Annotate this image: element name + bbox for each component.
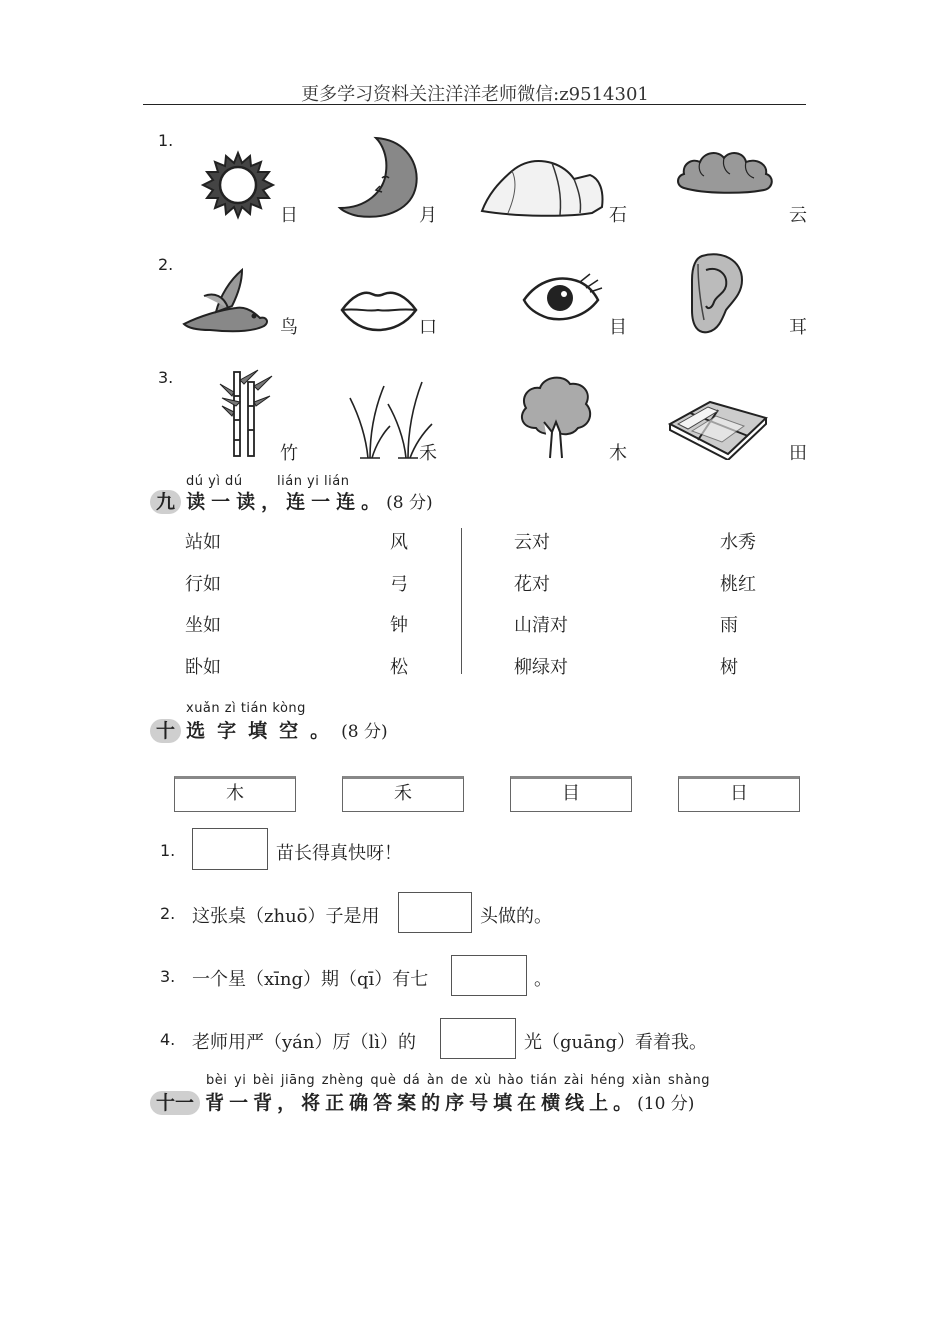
section-title: 选字填空。 (186, 720, 342, 742)
answer-box[interactable] (192, 828, 268, 870)
section-number-badge: 十 (150, 719, 181, 743)
picture-label: 云 (789, 205, 807, 226)
choice-tag: 目 (510, 776, 632, 812)
row-number: 1. (158, 131, 174, 150)
eye-icon (520, 270, 606, 324)
match-word: 行如 (185, 574, 221, 595)
mouth-icon (338, 286, 420, 332)
section-number-badge: 十一 (150, 1091, 200, 1115)
choice-tag: 木 (174, 776, 296, 812)
section9-pinyin-a: dú yì dú (186, 474, 243, 489)
match-word: 桃红 (720, 574, 756, 595)
picture-label: 日 (280, 205, 298, 226)
column-divider (461, 528, 462, 674)
match-word: 花对 (514, 574, 550, 595)
match-word: 弓 (390, 574, 408, 595)
field-icon (666, 398, 770, 460)
section-number-badge: 九 (150, 490, 181, 514)
answer-box[interactable] (451, 955, 527, 996)
picture-label: 鸟 (280, 317, 298, 338)
match-word: 卧如 (185, 657, 221, 678)
choice-tag: 日 (678, 776, 800, 812)
section11-heading (150, 1088, 694, 1115)
section9-pinyin-b: lián yi lián (277, 474, 350, 489)
section-score: (8 分) (341, 722, 388, 742)
section-score: (10 分) (637, 1094, 695, 1114)
question-text: 一个星（xīng）期（qī）有七 (192, 969, 429, 990)
choice-tag: 禾 (342, 776, 464, 812)
match-word: 水秀 (720, 532, 756, 553)
section9-heading (150, 487, 433, 514)
picture-label: 目 (609, 317, 627, 338)
page-header: 更多学习资料关注洋洋老师微信:z9514301 (301, 84, 649, 105)
match-word: 雨 (720, 615, 738, 636)
sun-icon (198, 148, 280, 222)
section11-pinyin: bèi yi bèi jiāng zhèng què dá àn de xù hào tián zài héng xiàn shàng (206, 1073, 711, 1088)
header-divider (143, 104, 806, 105)
picture-label: 口 (419, 317, 437, 338)
match-word: 站如 (185, 532, 221, 553)
question-number: 2. (160, 904, 176, 923)
section-title: 读一读，连一连。 (186, 491, 387, 513)
match-word: 山清对 (514, 615, 568, 636)
match-word: 柳绿对 (514, 657, 568, 678)
picture-label: 禾 (419, 443, 437, 464)
row-number: 2. (158, 255, 174, 274)
answer-box[interactable] (398, 892, 472, 933)
picture-label: 月 (419, 205, 437, 226)
match-word: 坐如 (185, 615, 221, 636)
row-number: 3. (158, 368, 174, 387)
section10-heading (150, 716, 388, 743)
match-word: 钟 (390, 615, 408, 636)
rock-icon (478, 155, 606, 221)
question-text: 这张桌（zhuō）子是用 (192, 906, 380, 927)
match-word: 树 (720, 657, 738, 678)
question-number: 4. (160, 1030, 176, 1049)
question-text: 苗长得真快呀！ (276, 843, 402, 864)
question-number: 1. (160, 841, 176, 860)
match-word: 松 (390, 657, 408, 678)
picture-label: 石 (609, 205, 627, 226)
answer-box[interactable] (440, 1018, 516, 1059)
bird-icon (180, 266, 272, 334)
question-text: 。 (534, 969, 552, 990)
picture-label: 田 (789, 443, 807, 464)
picture-label: 竹 (280, 443, 298, 464)
section-title: 背一背，将正确答案的序号填在横线上。 (205, 1092, 638, 1114)
section10-pinyin: xuǎn zì tián kòng (186, 701, 306, 716)
section-score: (8 分) (386, 493, 433, 513)
question-number: 3. (160, 967, 176, 986)
picture-label: 木 (609, 443, 627, 464)
ear-icon (688, 250, 748, 336)
match-word: 风 (390, 532, 408, 553)
question-text: 老师用严（yán）厉（lì）的 (192, 1032, 417, 1053)
match-word: 云对 (514, 532, 550, 553)
bamboo-icon (218, 362, 278, 458)
moon-icon (336, 134, 420, 220)
question-text: 头做的。 (480, 906, 552, 927)
question-text: 光（guāng）看着我。 (524, 1032, 707, 1053)
picture-label: 耳 (789, 317, 807, 338)
tree-icon (516, 372, 596, 462)
cloud-icon (674, 148, 776, 196)
